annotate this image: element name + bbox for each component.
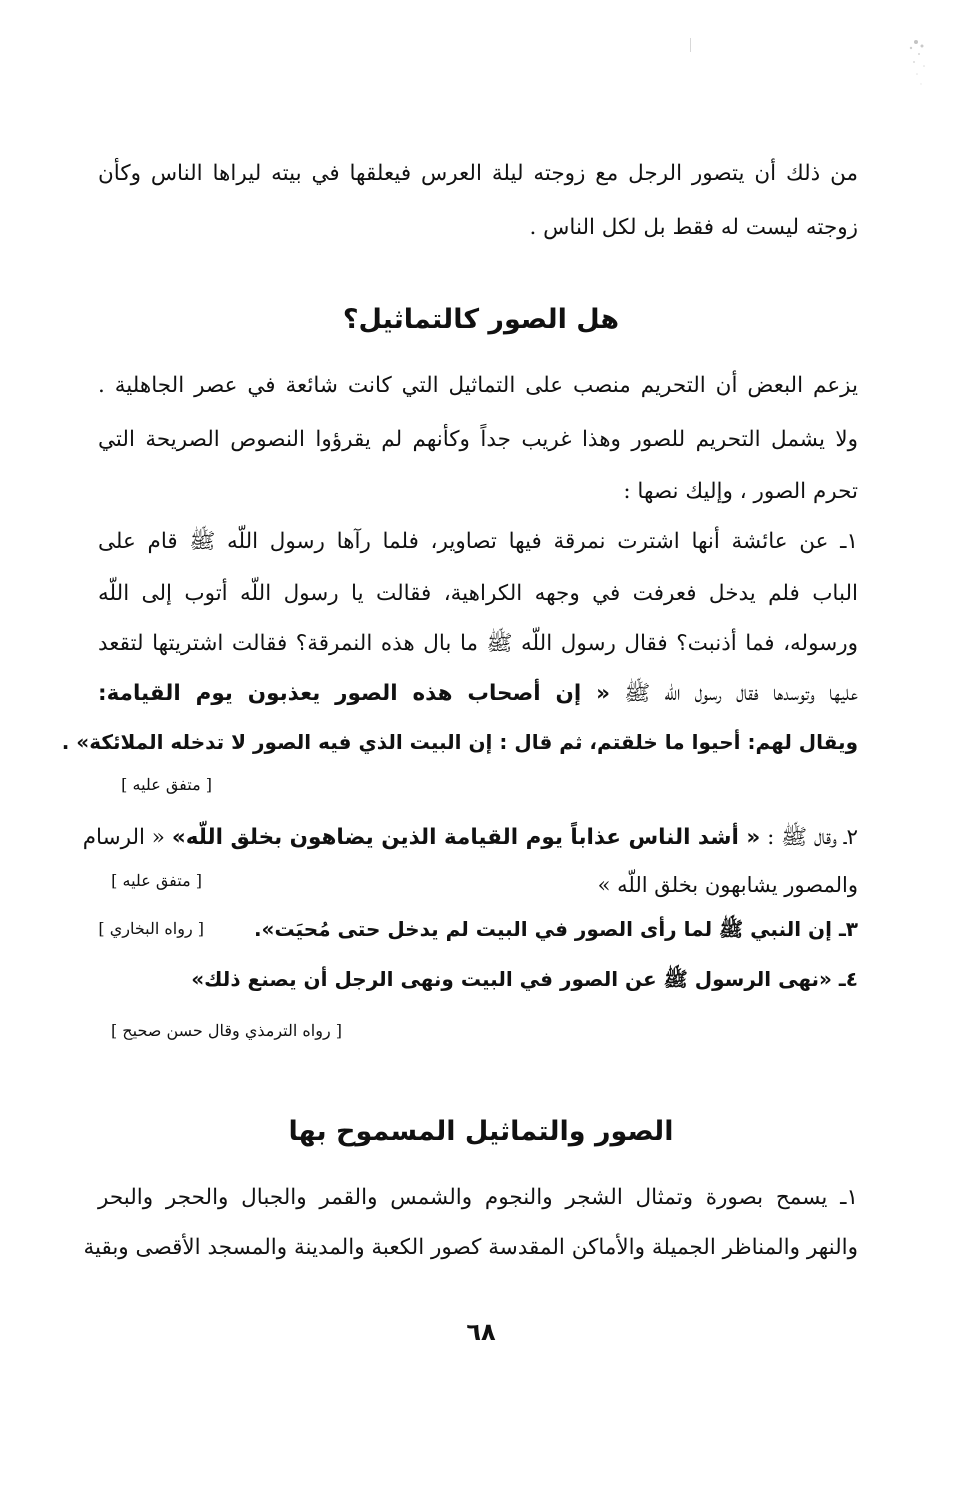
hadith-1-reference: [ متفق عليه ] xyxy=(121,775,212,794)
hadith-3-reference: [ رواه البخاري ] xyxy=(98,919,204,938)
paragraph-line: ولا يشمل التحريم للصور وهذا غريب جداً وكأنهم لم يقرؤوا النصوص الصريحة التي xyxy=(98,427,858,452)
intro-line-1: من ذلك أن يتصور الرجل مع زوجته ليلة العرس فيعلقها في بيته ليراها الناس وكأن xyxy=(98,161,858,186)
hadith-2-line xyxy=(82,818,858,858)
hadith-1-line: ١ـ عن عائشة أنها اشترت نمرقة فيها تصاوير، فلما رآها رسول اللّه ﷺ قام على xyxy=(98,529,858,554)
hadith-4-quote: ٤ـ «نهى الرسول ﷺ عن الصور في البيت ونهى الرجل أن يصنع ذلك» xyxy=(191,967,858,991)
hadith-1-narration: عليها وتوسدها فقال رسول اللّه ﷺ xyxy=(624,681,858,706)
hadith-1-quote-end: ويقال لهم: أحيوا ما خلقتم، ثم قال : إن البيت الذي فيه الصور لا تدخله الملائكة» . xyxy=(61,730,858,754)
hadith-1-line: ورسوله، فما أذنبت؟ فقال رسول اللّه ﷺ ما بال هذه النمرقة؟ فقالت اشتريتها لتقعد xyxy=(98,631,858,656)
page-number: ٦٨ xyxy=(466,1318,496,1346)
section-heading-images-as-statues: هل الصور كالتماثيل؟ xyxy=(342,304,620,335)
permitted-line: والنهر والمناظر الجميلة والأماكن المقدسة كصور الكعبة والمدينة والمسجد الأقصى وبقية xyxy=(83,1235,858,1260)
paragraph-line: يزعم البعض أن التحريم منصب على التماثيل التي كانت شائعة في عصر الجاهلية . xyxy=(98,373,858,398)
permitted-line: ١ـ يسمح بصورة وتمثال الشجر والنجوم والشمس والقمر والجبال والحجر والبحر xyxy=(98,1185,858,1210)
hadith-2-quote-tail: « الرسام xyxy=(82,825,165,850)
hadith-3-quote: ٣ـ إن النبي ﷺ لما رأى الصور في البيت لم يدخل حتى مُحيَت». xyxy=(253,917,858,941)
intro-line-2: زوجته ليست له فقط بل لكل الناس . xyxy=(529,215,858,240)
hadith-2-line-2: والمصور يشابهون بخلق اللّه » xyxy=(597,873,858,897)
hadith-2-narration: ٢ـ وقال ﷺ : xyxy=(760,825,858,850)
hadith-2-reference: [ متفق عليه ] xyxy=(111,871,202,890)
hadith-4-reference: [ رواه الترمذي وقال حسن صحيح ] xyxy=(110,1021,342,1040)
hadith-1-line xyxy=(98,674,858,714)
scan-mark xyxy=(690,38,691,52)
hadith-1-line: الباب فلم يدخل فعرفت في وجهه الكراهية، فقالت يا رسول اللّه أتوب إلى اللّه xyxy=(98,581,858,606)
section-heading-permitted-images: الصور والتماثيل المسموح بها xyxy=(288,1116,674,1147)
hadith-1-quote: « إن أصحاب هذه الصور يعذبون يوم القيامة: xyxy=(98,681,611,706)
scan-noise-icon xyxy=(896,34,936,94)
hadith-2-quote: « أشد الناس عذاباً يوم القيامة الذين يضاهون بخلق اللّه» xyxy=(171,825,761,850)
paragraph-line: تحرم الصور ، وإليك نصها : xyxy=(623,479,858,504)
